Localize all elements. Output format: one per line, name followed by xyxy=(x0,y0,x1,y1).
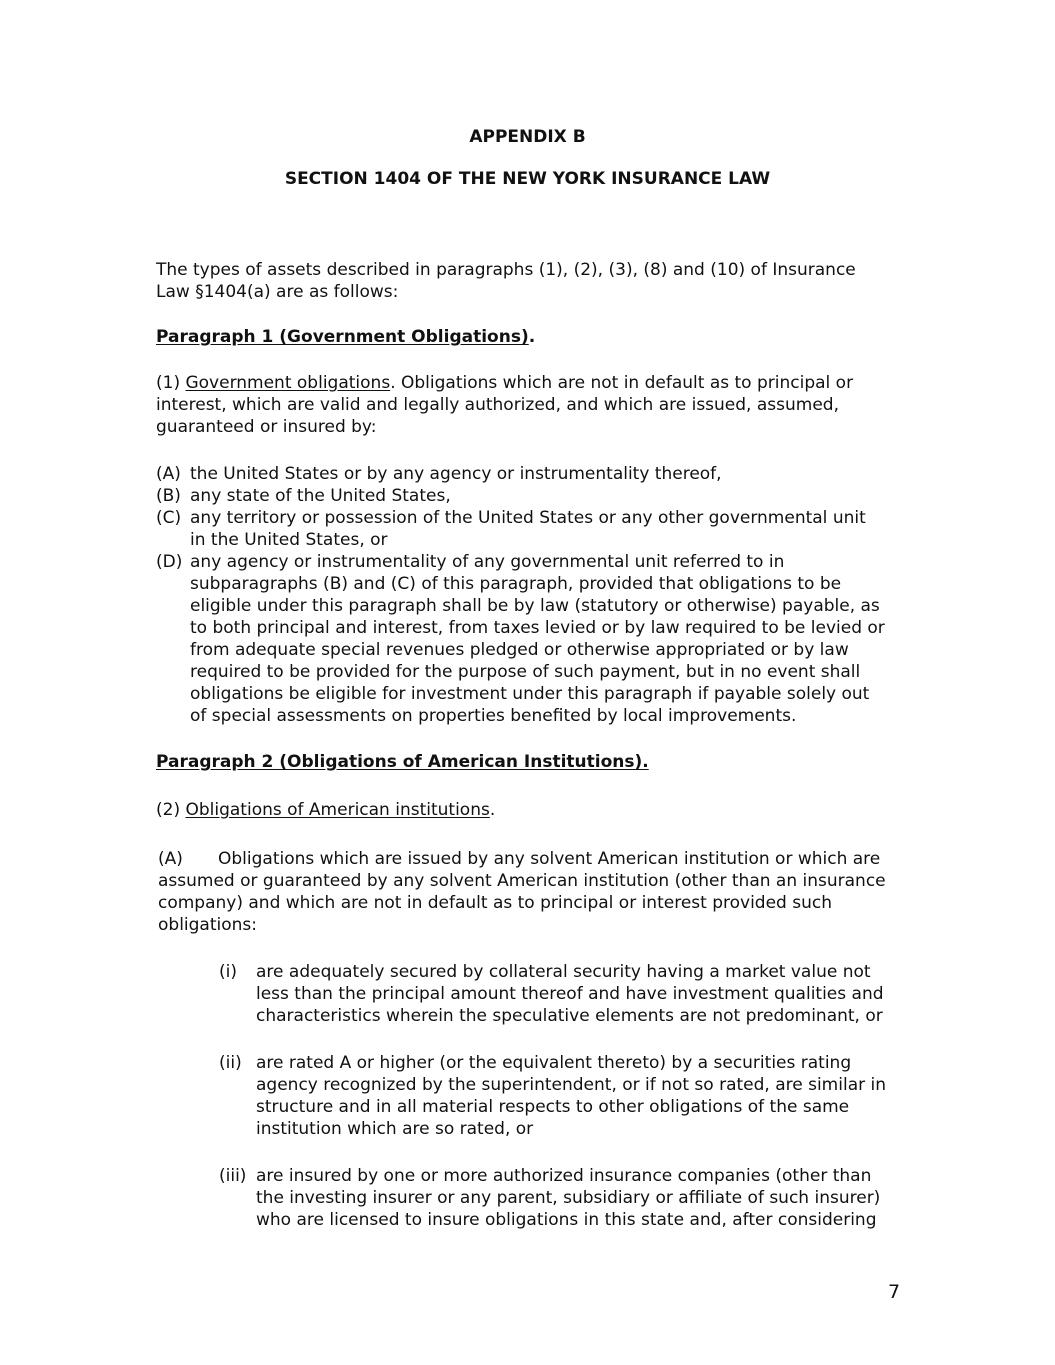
roman-item-text: the investing insurer or any parent, subsidiary or affiliate of such insurer) xyxy=(256,1188,881,1208)
list-item-label: (C) xyxy=(156,508,182,528)
paragraph-1-heading: Paragraph 1 (Government Obligations). xyxy=(156,327,536,347)
roman-item-text: are rated A or higher (or the equivalent thereto) by a securities rating xyxy=(256,1053,852,1073)
paragraph-1-lead: (1) Government obligations. Obligations which are not in default as to principal or xyxy=(156,373,854,393)
list-item-text: obligations be eligible for investment under this paragraph if payable solely out xyxy=(190,684,870,704)
list-item-text: from adequate special revenues pledged or otherwise appropriated or by law xyxy=(190,640,849,660)
subparagraph-a-text: Obligations which are issued by any solvent American institution or which are xyxy=(218,849,881,869)
list-item-text: any state of the United States, xyxy=(190,486,451,506)
subparagraph-a-text: assumed or guaranteed by any solvent American institution (other than an insurance xyxy=(158,871,886,891)
roman-item-label: (ii) xyxy=(219,1053,242,1073)
roman-item-label: (i) xyxy=(219,962,237,982)
list-item-text: subparagraphs (B) and (C) of this paragraph, provided that obligations to be xyxy=(190,574,842,594)
paragraph-2-heading: Paragraph 2 (Obligations of American Institutions). xyxy=(156,752,649,772)
list-item-text: any agency or instrumentality of any governmental unit referred to in xyxy=(190,552,785,572)
list-item-label: (A) xyxy=(156,464,181,484)
roman-item-text: are insured by one or more authorized insurance companies (other than xyxy=(256,1166,872,1186)
section-title: SECTION 1404 OF THE NEW YORK INSURANCE LAW xyxy=(284,169,771,189)
intro-line: The types of assets described in paragraphs (1), (2), (3), (8) and (10) of Insurance xyxy=(156,260,856,280)
list-item-text: in the United States, or xyxy=(190,530,388,550)
roman-item-text: agency recognized by the superintendent, or if not so rated, are similar in xyxy=(256,1075,886,1095)
paragraph-1-line: interest, which are valid and legally authorized, and which are issued, assumed, xyxy=(156,395,839,415)
list-item-text: any territory or possession of the United States or any other governmental unit xyxy=(190,508,866,528)
list-item-text: to both principal and interest, from taxes levied or by law required to be levied or xyxy=(190,618,885,638)
paragraph-1-line: guaranteed or insured by: xyxy=(156,417,377,437)
subparagraph-a-label: (A) xyxy=(158,849,183,869)
intro-line: Law §1404(a) are as follows: xyxy=(156,282,399,302)
roman-item-text: who are licensed to insure obligations in this state and, after considering xyxy=(256,1210,877,1230)
subparagraph-a-text: company) and which are not in default as to principal or interest provided such xyxy=(158,893,832,913)
roman-item-label: (iii) xyxy=(219,1166,247,1186)
page-number: 7 xyxy=(888,1281,901,1303)
subparagraph-a-text: obligations: xyxy=(158,915,257,935)
list-item-text: of special assessments on properties benefited by local improvements. xyxy=(190,706,797,726)
list-item-label: (B) xyxy=(156,486,181,506)
roman-item-text: structure and in all material respects to other obligations of the same xyxy=(256,1097,850,1117)
roman-item-text: characteristics wherein the speculative elements are not predominant, or xyxy=(256,1006,883,1026)
paragraph-2-lead: (2) Obligations of American institutions. xyxy=(156,800,496,820)
roman-item-text: are adequately secured by collateral security having a market value not xyxy=(256,962,871,982)
roman-item-text: institution which are so rated, or xyxy=(256,1119,534,1139)
appendix-title: APPENDIX B xyxy=(469,127,586,147)
list-item-text: required to be provided for the purpose of such payment, but in no event shall xyxy=(190,662,861,682)
list-item-text: the United States or by any agency or instrumentality thereof, xyxy=(190,464,722,484)
list-item-label: (D) xyxy=(156,552,183,572)
roman-item-text: less than the principal amount thereof and have investment qualities and xyxy=(256,984,884,1004)
list-item-text: eligible under this paragraph shall be by law (statutory or otherwise) payable, as xyxy=(190,596,880,616)
